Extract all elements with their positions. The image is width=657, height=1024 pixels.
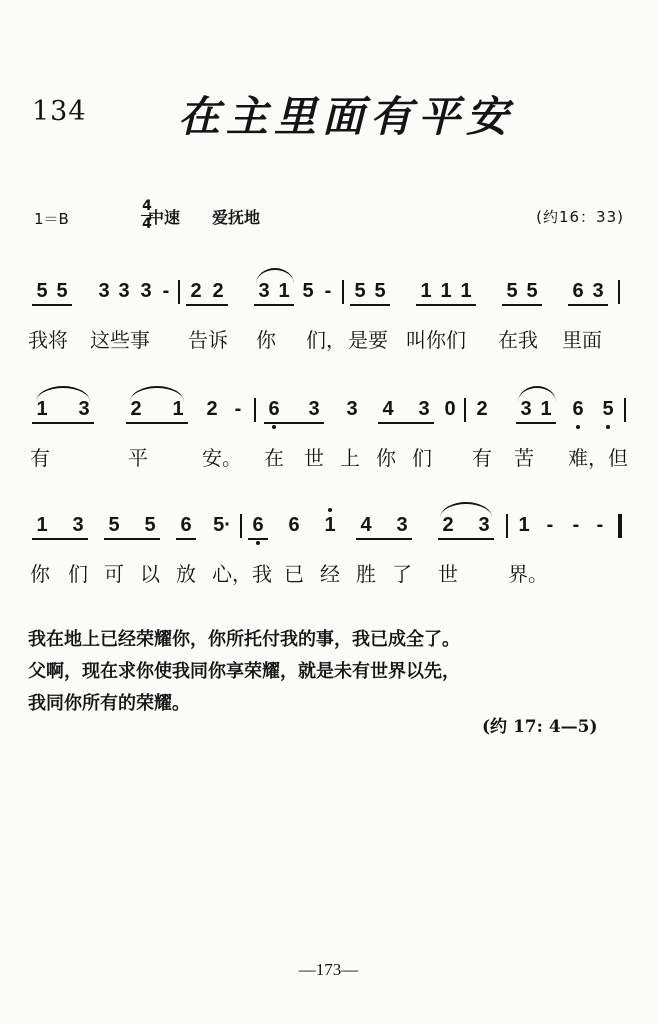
- lyric: 是要: [348, 328, 388, 352]
- note: 3: [478, 514, 490, 536]
- bar-line: [618, 280, 620, 304]
- bar-line: [506, 514, 508, 538]
- beam: [416, 304, 476, 306]
- lyric: 我将: [28, 328, 68, 352]
- bar-line: [342, 280, 344, 304]
- lyric: 们: [412, 446, 432, 470]
- lyric: 在: [264, 446, 284, 470]
- note: -: [572, 514, 580, 536]
- beam: [502, 304, 542, 306]
- note: 1: [172, 398, 184, 420]
- slur: [518, 386, 556, 402]
- lyric: 上: [340, 446, 360, 470]
- lyric: 这些事: [90, 328, 150, 352]
- lyric: 告诉: [188, 328, 228, 352]
- note: 3: [418, 398, 430, 420]
- beam: [176, 538, 196, 540]
- scripture-passage: [28, 624, 628, 720]
- note: 1: [460, 280, 472, 302]
- lyrics-line: [28, 558, 628, 588]
- note: 1: [278, 280, 290, 302]
- note: 3: [78, 398, 90, 420]
- notation-line: [28, 280, 628, 318]
- note: -: [546, 514, 554, 536]
- final-bar-line: [618, 514, 622, 538]
- lyric: 里面: [562, 328, 602, 352]
- lyrics-line: [28, 442, 628, 472]
- time-signature-bottom: 4: [142, 216, 152, 232]
- lyric: 平: [128, 446, 148, 470]
- lyric: 世: [438, 562, 458, 586]
- note: 1: [36, 514, 48, 536]
- slur: [130, 386, 184, 402]
- time-signature-top: 4: [142, 198, 152, 214]
- note: 6: [248, 514, 268, 537]
- note: 5: [36, 280, 48, 302]
- beam: [32, 538, 88, 540]
- note: 6: [180, 514, 192, 536]
- music-system-3: [28, 514, 628, 588]
- beam: [104, 538, 160, 540]
- note: 3: [258, 280, 270, 302]
- note: 2: [190, 280, 202, 302]
- note: 6: [288, 514, 300, 536]
- hymn-number: 134: [32, 96, 87, 127]
- note: 2: [442, 514, 454, 536]
- lyric: 你: [256, 328, 276, 352]
- note: 3: [346, 398, 358, 420]
- note: 5: [598, 398, 618, 421]
- bar-line: [254, 398, 256, 422]
- lyric: 胜: [356, 562, 376, 586]
- beam: [126, 422, 188, 424]
- note: 1: [518, 514, 530, 536]
- beam: [254, 304, 294, 306]
- lyric: 世: [304, 446, 324, 470]
- note: 3: [592, 280, 604, 302]
- lyric: 们: [68, 562, 88, 586]
- scripture-reference: (约 17: 4—5): [482, 717, 598, 737]
- scripture-line: 我同你所有的荣耀。: [28, 693, 190, 714]
- lyric: 以: [140, 562, 160, 586]
- scripture-line: 父啊，现在求你使我同你享荣耀，就是未有世界以先，: [28, 661, 460, 682]
- lyric: 放: [176, 562, 196, 586]
- lyric: 已: [284, 562, 304, 586]
- slur: [36, 386, 90, 402]
- beam: [32, 422, 94, 424]
- tempo-marking: 中速: [148, 208, 181, 227]
- note: -: [596, 514, 604, 536]
- lyric: 你: [30, 562, 50, 586]
- note: 5·: [213, 514, 231, 536]
- note: 6: [264, 398, 284, 421]
- slur: [256, 268, 294, 284]
- lyric: 安。: [202, 446, 242, 470]
- note: 6: [568, 398, 588, 421]
- note: 1: [36, 398, 48, 420]
- beam: [350, 304, 390, 306]
- lyric: 心，我: [212, 562, 272, 586]
- bar-line: [464, 398, 466, 422]
- scripture-line: 我在地上已经荣耀你，你所托付我的事，我已成全了。: [28, 629, 460, 650]
- beam: [568, 304, 608, 306]
- note: 3: [396, 514, 408, 536]
- lyrics-line: [28, 324, 628, 354]
- note: -: [324, 280, 332, 302]
- note: -: [234, 398, 242, 420]
- lyric: 在我: [498, 328, 538, 352]
- beam: [378, 422, 434, 424]
- note: 5: [56, 280, 68, 302]
- note: 5: [526, 280, 538, 302]
- note: 2: [130, 398, 142, 420]
- bar-line: [240, 514, 242, 538]
- lyric: 经: [320, 562, 340, 586]
- lyric: 们，: [306, 328, 346, 352]
- beam: [356, 538, 412, 540]
- lyric: 苦: [514, 446, 534, 470]
- bar-line: [178, 280, 180, 304]
- lyric: 可: [104, 562, 124, 586]
- score-header: [30, 198, 630, 242]
- lyric: 有: [30, 446, 50, 470]
- note: 5: [374, 280, 386, 302]
- slur: [440, 502, 492, 518]
- note: 5: [108, 514, 120, 536]
- note: 5: [506, 280, 518, 302]
- note: 1: [440, 280, 452, 302]
- scripture-reference-top: (约16：33): [536, 208, 624, 226]
- beam: [248, 538, 268, 540]
- notation-line: [28, 514, 628, 552]
- note: 0: [444, 398, 456, 420]
- note: 3: [72, 514, 84, 536]
- note: 1: [420, 280, 432, 302]
- lyric: 叫你们: [406, 328, 466, 352]
- beam: [32, 304, 72, 306]
- page-number: —173—: [298, 960, 359, 979]
- note: 3: [98, 280, 110, 302]
- beam: [264, 422, 324, 424]
- beam: [186, 304, 228, 306]
- note: 3: [520, 398, 532, 420]
- note: 5: [144, 514, 156, 536]
- note: 6: [572, 280, 584, 302]
- note: 5: [302, 280, 314, 302]
- lyric: 有: [472, 446, 492, 470]
- music-system-1: [28, 280, 628, 354]
- note: 1: [320, 514, 340, 537]
- note: 4: [360, 514, 372, 536]
- note: 3: [140, 280, 152, 302]
- note: 2: [212, 280, 224, 302]
- music-system-2: [28, 398, 628, 472]
- bar-line: [624, 398, 626, 422]
- note: 3: [308, 398, 320, 420]
- note: -: [162, 280, 170, 302]
- lyric: 了: [392, 562, 412, 586]
- expression-marking: 爱抚地: [212, 208, 261, 227]
- note: 2: [206, 398, 218, 420]
- notation-line: [28, 398, 628, 436]
- beam: [438, 538, 494, 540]
- hymn-title: 在主里面有平安: [178, 92, 515, 141]
- lyric: 界。: [508, 562, 548, 586]
- key-signature: 1＝B: [34, 210, 69, 228]
- lyric: 难，但: [568, 446, 628, 470]
- note: 3: [118, 280, 130, 302]
- note: 5: [354, 280, 366, 302]
- beam: [516, 422, 556, 424]
- note: 1: [540, 398, 552, 420]
- note: 2: [476, 398, 488, 420]
- lyric: 你: [376, 446, 396, 470]
- note: 4: [382, 398, 394, 420]
